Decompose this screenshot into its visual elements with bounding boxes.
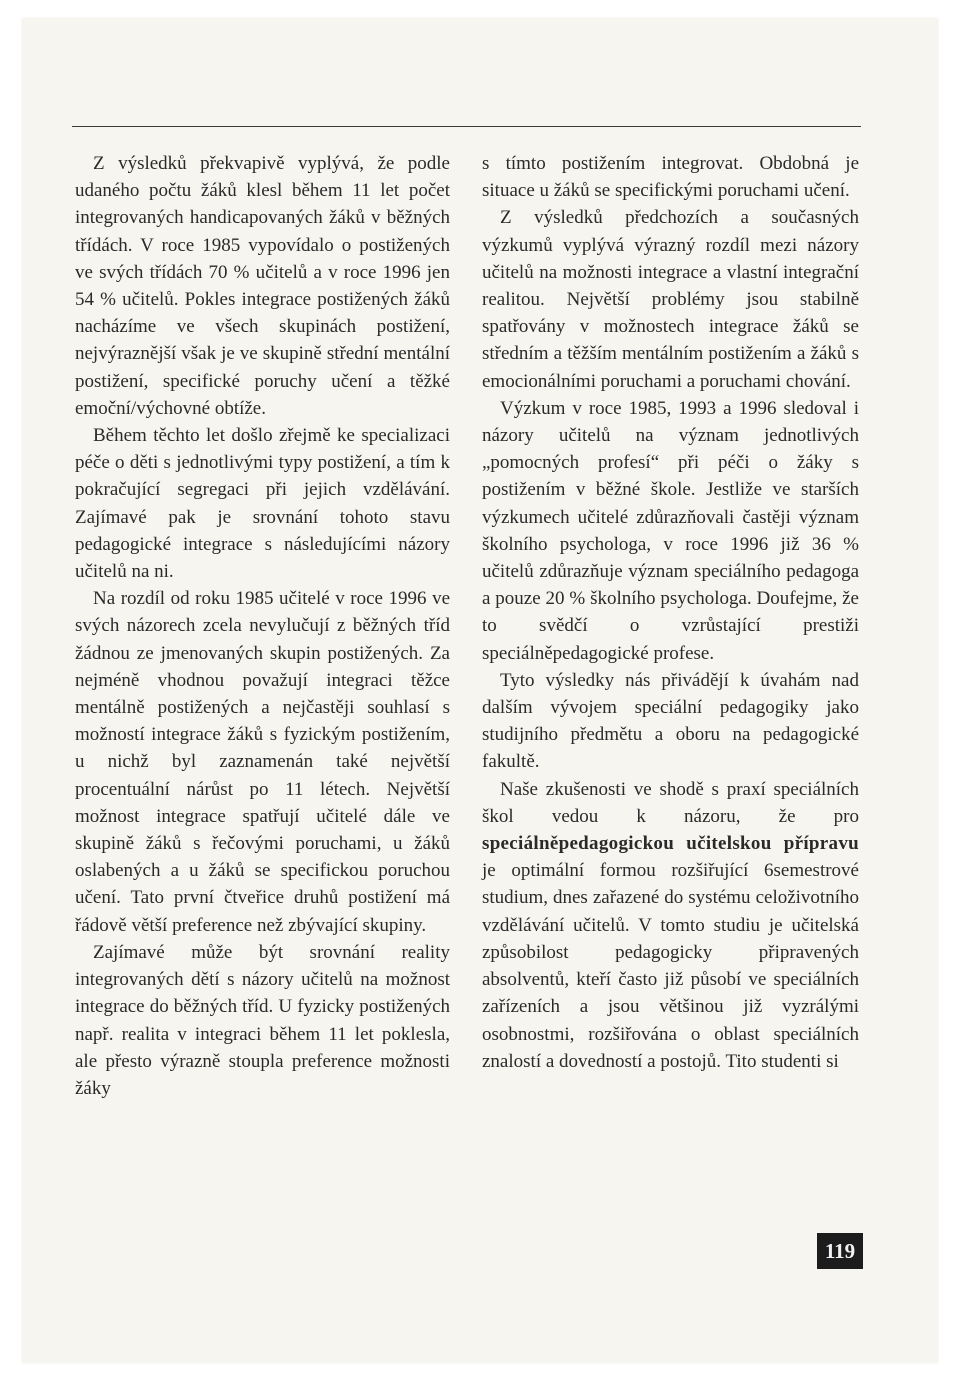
- paragraph: Na rozdíl od roku 1985 učitelé v roce 1996 ve svých názorech zcela nevylučují z běžných tříd žádnou ze jmenovaných skupin postižených. Za nejméně vhodnou považují integraci těžce mentálně postižených a nejčastěji souhlasí s možností integrace žáků s fyzickým postižením, u nichž byl zaznamenán také největší procentuální nárůst po 11 létech. Největší možnost integrace spatřují učitelé dále ve skupině žáků s řečovými poruchami, u žáků oslabených a u žáků se specifickou poruchou učení. Tato první čtveřice druhů postižení má řádově větší preference než zbývající skupiny.: [75, 588, 450, 936]
- paragraph: Tyto výsledky nás přivádějí k úvahám nad dalším vývojem speciální pedagogiky jako studijního předmětu a oboru na pedagogické fakultě.: [482, 669, 859, 773]
- paragraph-with-emphasis: [482, 776, 859, 1075]
- header-rule: [72, 126, 861, 127]
- emphasized-term: speciálněpedagogickou učitelskou přípravu: [482, 833, 859, 855]
- right-text-column: [482, 150, 859, 1075]
- paragraph: Během těchto let došlo zřejmě ke specializaci péče o děti s jednotlivými typy postižení, a tím k pokračující segregaci při jejich vzdělávání. Zajímavé pak je srovnání tohoto stavu pedagogické integrace s následujícími názory učitelů na ni.: [75, 425, 450, 583]
- page-number: 119: [817, 1233, 863, 1269]
- paragraph: s tímto postižením integrovat. Obdobná je situace u žáků se specifickými poruchami učení.: [482, 153, 859, 202]
- paragraph: Z výsledků překvapivě vyplývá, že podle udaného počtu žáků klesl během 11 let počet integrovaných handicapovaných žáků v běžných třídách. V roce 1985 vypovídalo o postižených ve svých třídách 70 % učitelů a v roce 1996 jen 54 % učitelů. Pokles integrace postižených žáků nacházíme ve všech skupinách postižení, nejvýraznější však je ve skupině střední mentální postižení, specifické poruchy učení a těžké emoční/výchovné obtíže.: [75, 153, 450, 419]
- paragraph: Zajímavé může být srovnání reality integrovaných dětí s názory učitelů na možnost integrace do běžných tříd. U fyzicky postižených např. realita v integraci během 11 let poklesla, ale přesto výrazně stoupla preference možnosti žáky: [75, 941, 450, 1099]
- paragraph: Výzkum v roce 1985, 1993 a 1996 sledoval i názory učitelů na význam jednotlivých „pomocných profesí“ při péči o žáky s postižením v běžné škole. Jestliže ve starších výzkumech učitelé zdůrazňovali častěji význam školního psychologa, v roce 1996 již 36 % učitelů zdůrazňuje význam speciálního pedagoga a pouze 20 % školního psychologa. Doufejme, že to svědčí o vzrůstající prestiži speciálněpedagogické profese.: [482, 397, 859, 664]
- paragraph: Z výsledků předchozích a současných výzkumů vyplývá výrazný rozdíl mezi názory učitelů na možnosti integrace a vlastní integrační realitou. Největší problémy jsou stabilně spatřovány v možnostech integrace žáků se středním a těžším mentálním postižením a žáků s emocionálními poruchami a poruchami chování.: [482, 207, 859, 392]
- left-text-column: [75, 150, 450, 1102]
- paragraph-text: je optimální formou rozšiřující 6semestrové studium, dnes zařazené do systému celoživotního vzdělávání učitelů. V tomto studiu je učitelská způsobilost pedagogicky připravených absolventů, kteří často již působí ve speciálních zařízeních a jsou většinou již vyzrálými osobnostmi, rozšiřována o oblast speciálních znalostí a dovedností a postojů. Tito studenti si: [482, 860, 859, 1072]
- paragraph-text: Naše zkušenosti ve shodě s praxí speciálních škol vedou k názoru, že pro: [482, 778, 859, 827]
